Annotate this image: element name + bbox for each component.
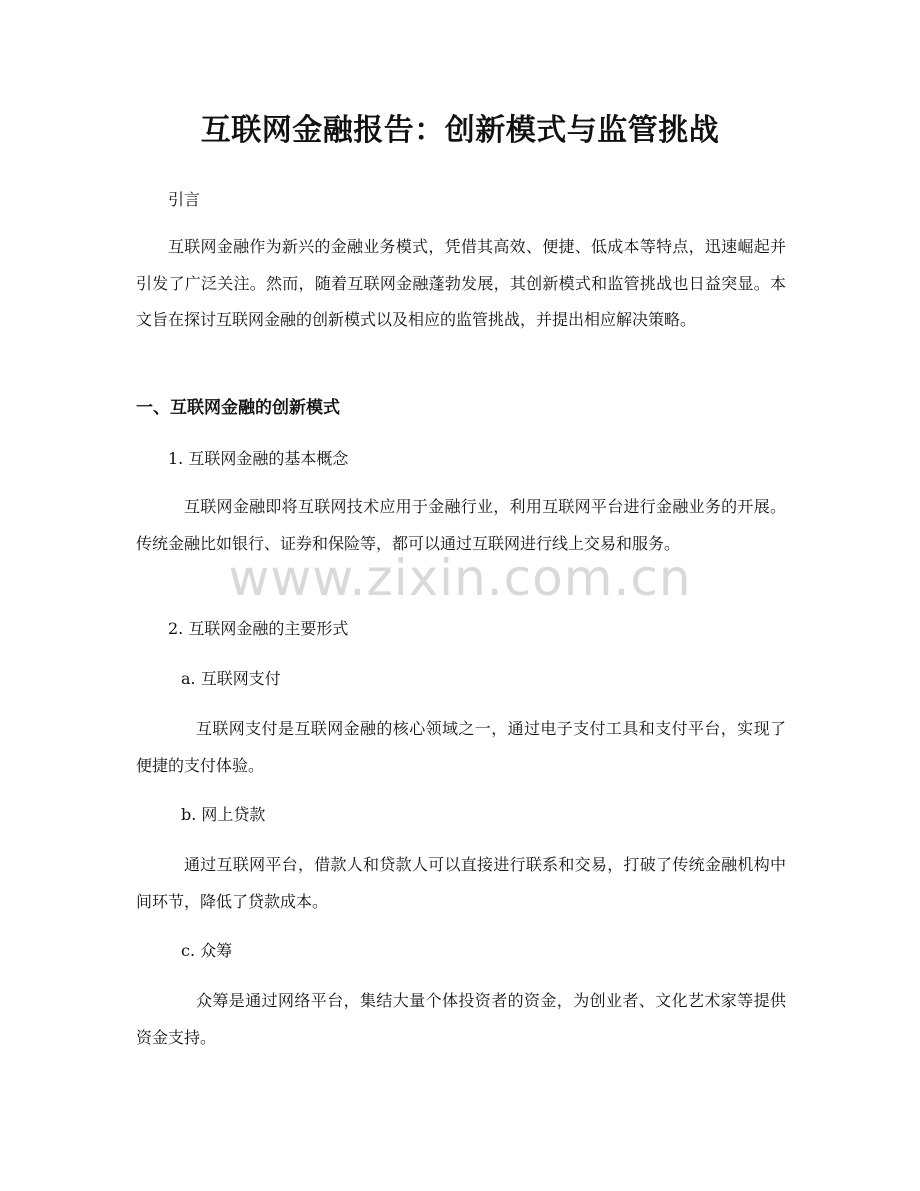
item-a-paragraph: 互联网支付是互联网金融的核心领域之一，通过电子支付工具和支付平台，实现了便捷的支付体验。 — [136, 719, 786, 775]
subsection-1-heading: 1. 互联网金融的基本概念 — [168, 449, 349, 468]
intro-label: 引言 — [168, 190, 201, 209]
section-1-heading: 一、互联网金融的创新模式 — [136, 398, 340, 418]
document-title: 互联网金融报告：创新模式与监管挑战 — [200, 113, 720, 148]
item-c-heading: c. 众筹 — [181, 941, 233, 960]
watermark: www.zixin.com.cn — [228, 549, 692, 607]
item-b-heading: b. 网上贷款 — [181, 805, 266, 824]
intro-paragraph: 互联网金融作为新兴的金融业务模式，凭借其高效、便捷、低成本等特点，迅速崛起并引发了广泛关注。然而，随着互联网金融蓬勃发展，其创新模式和监管挑战也日益突显。本文旨在探讨互联网金融的创新模式以及相应的监管挑战，并提出相应解决策略。 — [136, 237, 786, 329]
item-a-heading: a. 互联网支付 — [181, 669, 281, 688]
subsection-1-paragraph: 互联网金融即将互联网技术应用于金融行业，利用互联网平台进行金融业务的开展。传统金融比如银行、证券和保险等，都可以通过互联网进行线上交易和服务。 — [136, 497, 786, 553]
subsection-2-heading: 2. 互联网金融的主要形式 — [168, 619, 349, 638]
item-b-paragraph: 通过互联网平台，借款人和贷款人可以直接进行联系和交易，打破了传统金融机构中间环节，降低了贷款成本。 — [136, 855, 786, 911]
item-c-paragraph: 众筹是通过网络平台，集结大量个体投资者的资金，为创业者、文化艺术家等提供资金支持。 — [136, 991, 786, 1047]
